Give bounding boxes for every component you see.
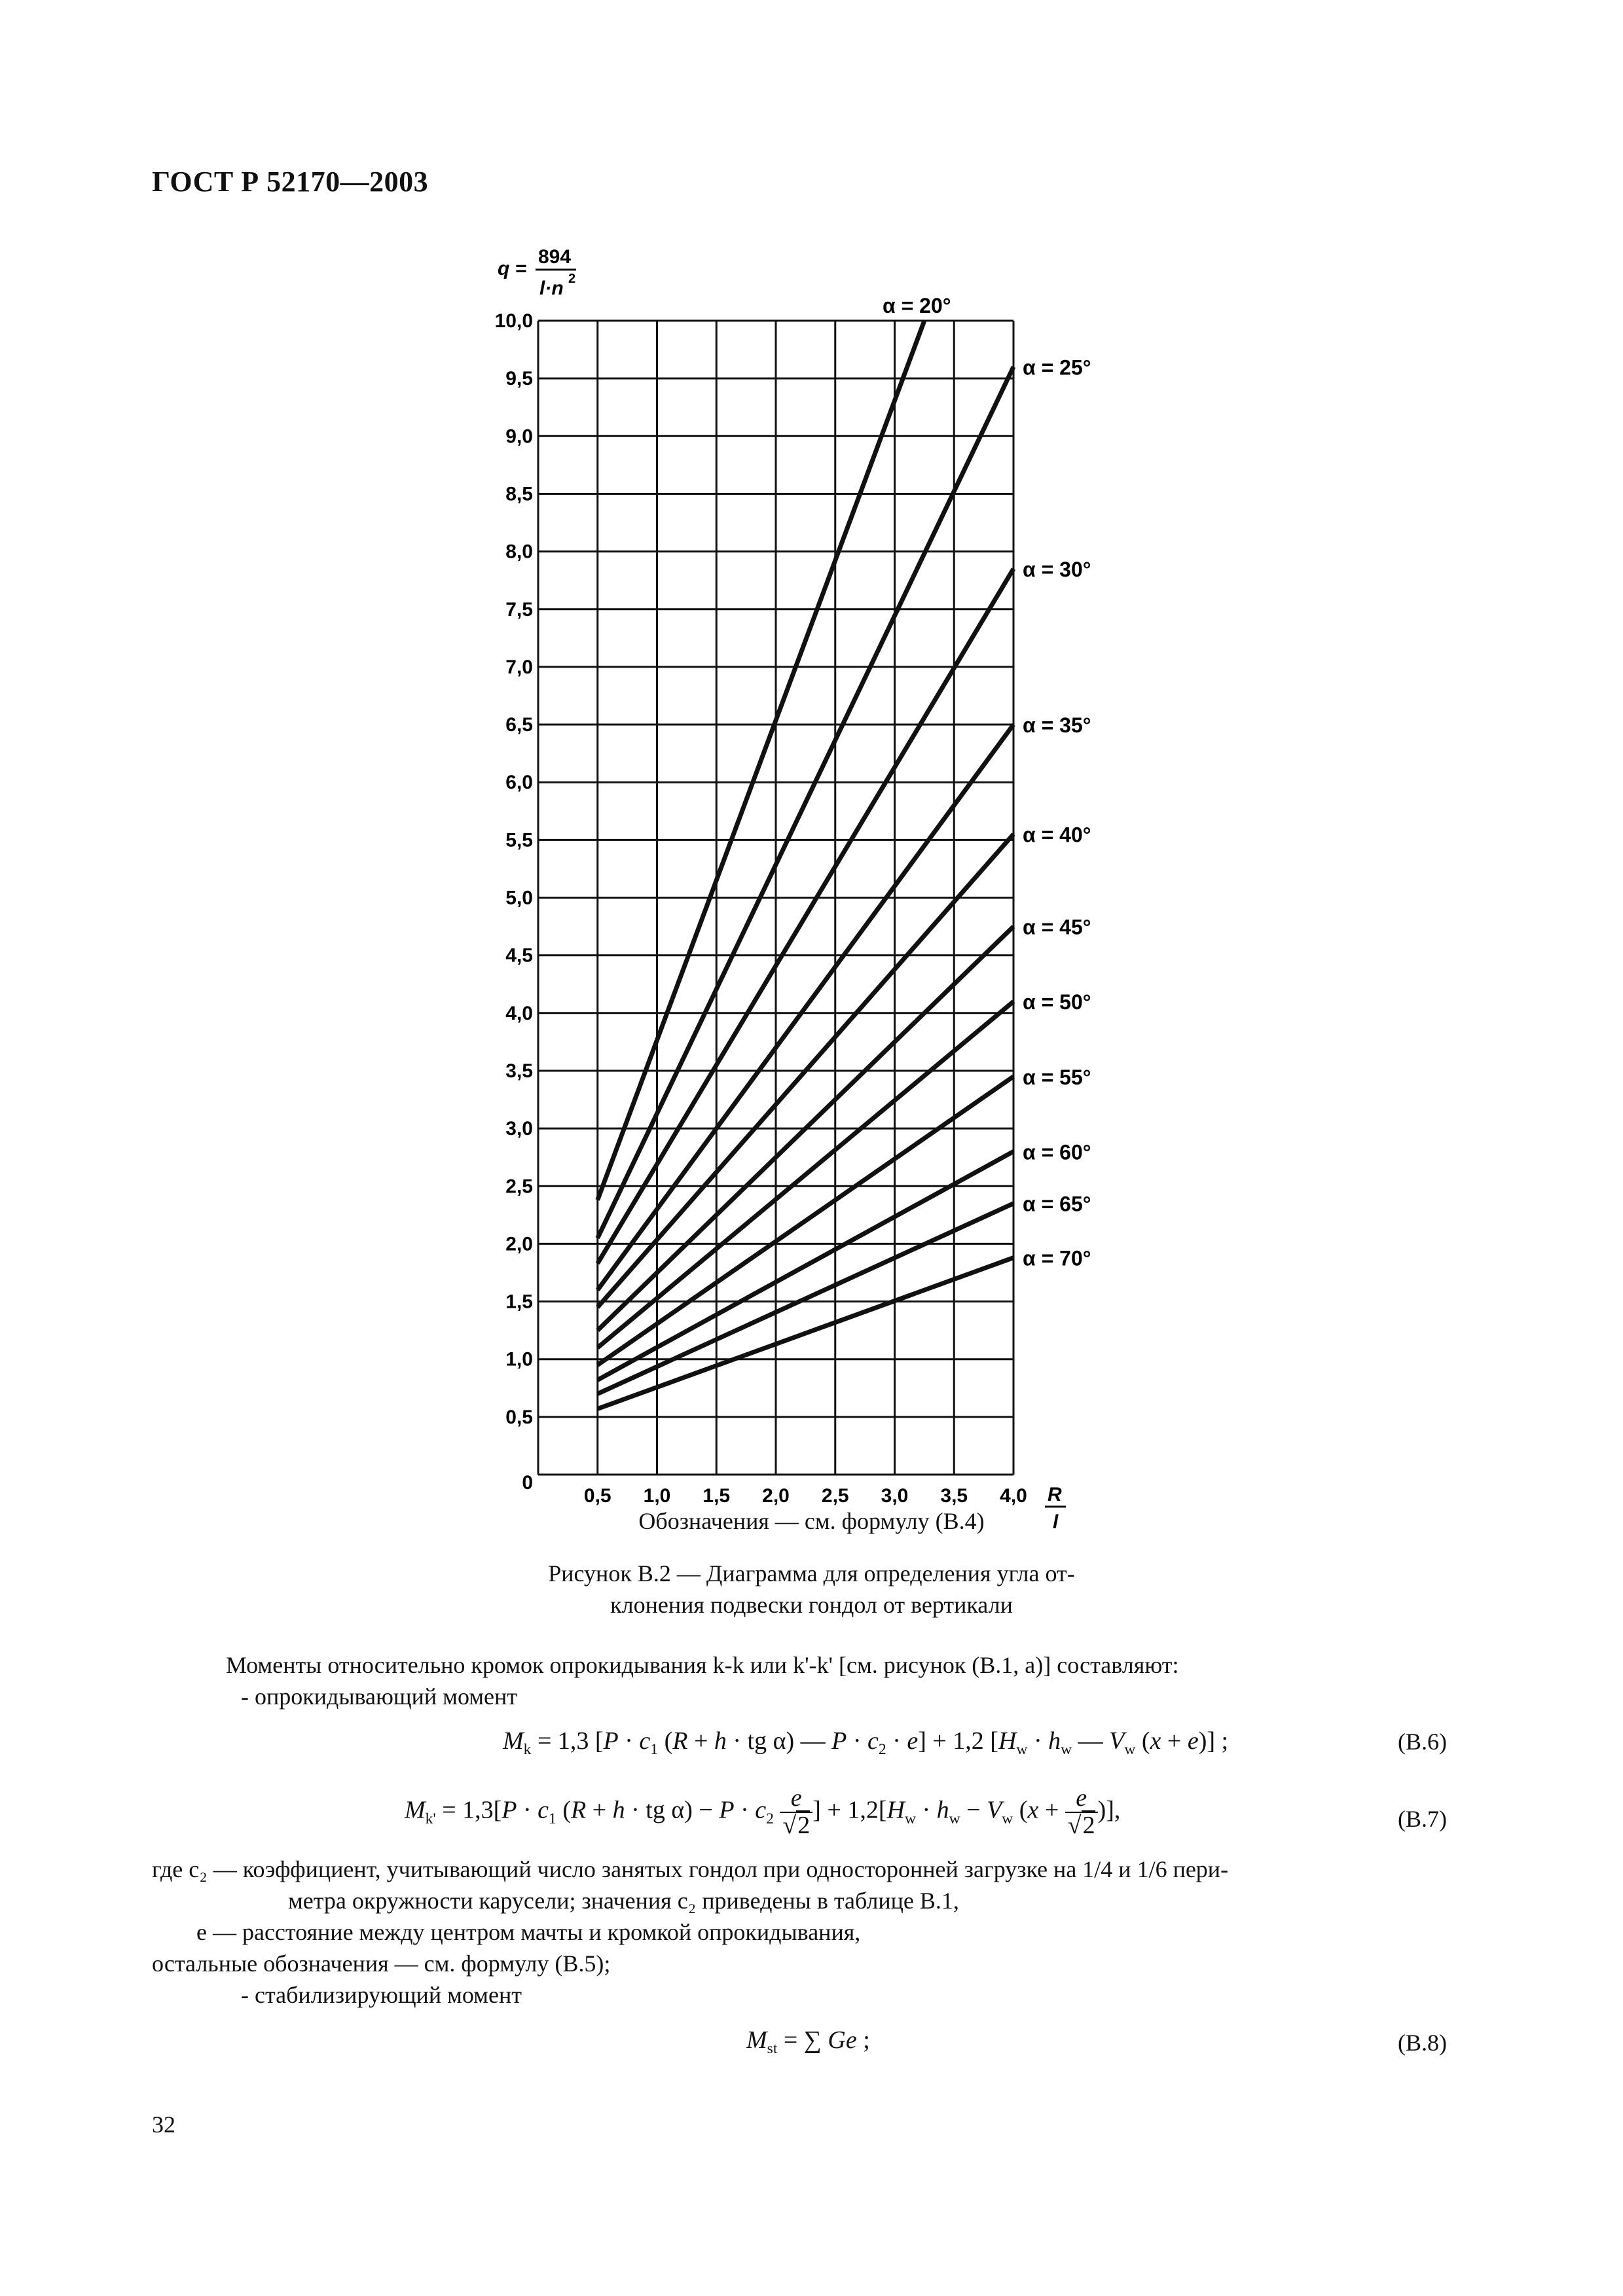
x-tick-label: 0,5 [583, 1485, 611, 1507]
y-axis-label-prefix: q = [498, 258, 527, 279]
series-label: α = 35° [1023, 713, 1091, 738]
explanation-c2-line2: метра окружности карусели; значения c₂ приведены в таблице В.1, [288, 1888, 959, 1914]
equation-b6: $M_k = 1,3$ [$P \cdot c_1$ (R + h · tg α) — $P \cdot c_2 \cdot e] + 1,2$ [$H_w \cdot h_w$ — $V_w$ (x + e)] ; [503, 1727, 1229, 1759]
x-tick-label: 4,0 [1000, 1485, 1027, 1507]
y-tick-label: 6,0 [505, 772, 533, 794]
explanation-rest: остальные обозначения — см. формулу (В.5); [152, 1950, 611, 1977]
y-tick-label: 8,0 [505, 541, 533, 563]
y-tick-label: 4,0 [505, 1002, 533, 1024]
series-label: α = 25° [1023, 355, 1091, 380]
series-label: α = 55° [1023, 1065, 1091, 1089]
series-label: α = 40° [1023, 823, 1091, 847]
y-tick-label: 3,0 [505, 1118, 533, 1140]
equation-b7-number: (В.7) [1398, 1806, 1447, 1832]
x-tick-label: 1,5 [702, 1485, 731, 1507]
y-tick-label: 9,5 [505, 368, 533, 390]
paragraph-overturning: - опрокидывающий момент [241, 1683, 518, 1710]
y-axis-label-exponent: 2 [568, 272, 576, 286]
series-lines [598, 321, 1013, 1409]
explanation-e: e — расстояние между центром мачты и кромкой опрокидывания, [196, 1919, 861, 1945]
y-tick-label: 0 [522, 1472, 533, 1494]
y-tick-label: 9,0 [505, 425, 533, 448]
y-tick-labels [495, 310, 533, 1494]
equation-b7: $M_{k'} = 1,3[P \cdot c_1$ (R + h · tg $\alpha) - P \cdot c_2$ $\frac{e}{√2}$ ] + $1,2[H_w \cdot h_w - V_w$ (x + $\frac{e}{√2}$ )], [405, 1784, 1121, 1839]
y-tick-label: 8,5 [505, 483, 533, 505]
equation-b6-number: (В.6) [1398, 1729, 1447, 1755]
x-tick-label: 2,0 [762, 1485, 790, 1507]
series-label: α = 20° [883, 294, 951, 317]
y-tick-label: 4,5 [505, 944, 533, 967]
y-axis-label-denominator: l·n [539, 278, 564, 299]
series-label: α = 60° [1023, 1140, 1091, 1164]
series-label: α = 70° [1023, 1246, 1091, 1270]
equation-b8-number: (В.8) [1398, 2030, 1447, 2056]
series-line [598, 367, 1013, 1238]
y-tick-label: 1,0 [505, 1348, 533, 1371]
y-tick-label: 10,0 [494, 310, 533, 332]
equation-b8: $M_{st}$ = ∑ Ge ; [746, 2026, 870, 2058]
y-axis-label-numerator: 894 [538, 246, 572, 268]
figure-note: Обозначения — см. формулу (В.4) [638, 1508, 985, 1534]
chart-grid [538, 321, 1013, 1475]
document-header: ГОСТ Р 52170—2003 [152, 166, 429, 198]
x-axis-label-denominator: l [1053, 1511, 1059, 1533]
series-label: α = 50° [1023, 990, 1091, 1014]
figure-caption-line1: Рисунок В.2 — Диаграмма для определения угла от- [548, 1560, 1075, 1587]
y-tick-label: 5,0 [505, 887, 533, 909]
series-label: α = 45° [1023, 915, 1091, 939]
series-label: α = 30° [1023, 558, 1091, 582]
y-tick-label: 5,5 [505, 829, 533, 852]
x-tick-label: 3,5 [940, 1485, 968, 1507]
y-tick-label: 2,0 [505, 1233, 533, 1255]
y-axis-label [498, 246, 576, 299]
y-tick-label: 0,5 [505, 1406, 533, 1428]
series-label: α = 65° [1023, 1192, 1091, 1216]
y-tick-label: 7,5 [505, 598, 533, 620]
y-tick-label: 2,5 [505, 1175, 533, 1198]
series-line [598, 569, 1013, 1263]
series-line [598, 1258, 1013, 1409]
y-tick-label: 1,5 [505, 1291, 533, 1313]
paragraph-moments: Моменты относительно кромок опрокидывания k-k или k'-k' [см. рисунок (В.1, а)] составляют: [226, 1652, 1179, 1678]
x-axis-label-numerator: R [1048, 1484, 1062, 1505]
page-number: 32 [152, 2111, 175, 2138]
series-line [598, 725, 1013, 1290]
figure-caption-line2: клонения подвески гондол от вертикали [610, 1592, 1013, 1618]
y-tick-label: 6,5 [505, 714, 533, 736]
paragraph-stabilizing: - стабилизирующий момент [241, 1982, 522, 2008]
y-tick-label: 3,5 [505, 1060, 533, 1082]
x-tick-label: 2,5 [821, 1485, 849, 1507]
explanation-c2-line1: где c₂ — коэффициент, учитывающий число занятых гондол при односторонней загрузке на 1/4 и 1/6 пери- [152, 1856, 1229, 1882]
x-tick-label: 1,0 [643, 1485, 671, 1507]
x-tick-label: 3,0 [881, 1485, 909, 1507]
series-line [598, 1001, 1013, 1348]
x-tick-labels [584, 1485, 1027, 1507]
y-tick-label: 7,0 [505, 656, 533, 678]
series-line [598, 1077, 1013, 1365]
